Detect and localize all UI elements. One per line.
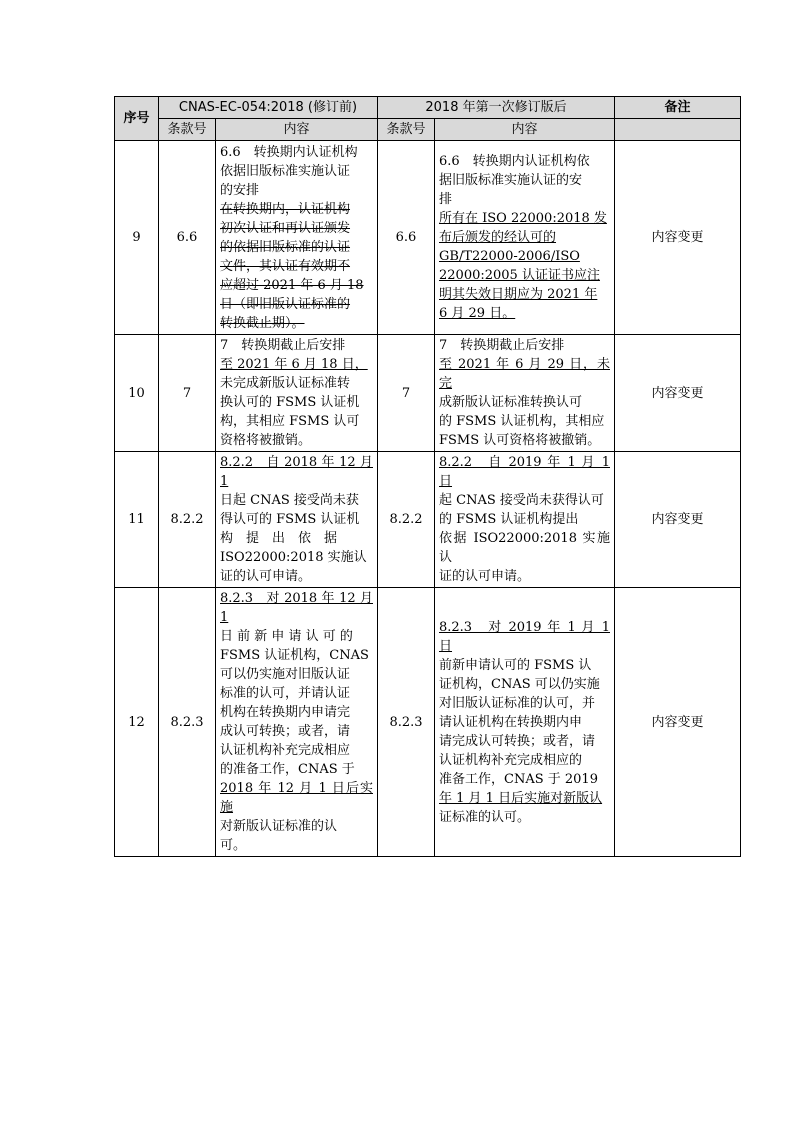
new-content bbox=[435, 141, 615, 335]
old-content bbox=[216, 335, 378, 452]
revision-comparison-table bbox=[114, 96, 741, 857]
table-row bbox=[115, 141, 741, 335]
header-seq: 序号 bbox=[115, 97, 159, 141]
content-line: 可以仍实施对旧版认证 bbox=[220, 667, 351, 682]
content-line: 证机构，CNAS 可以仍实施 bbox=[439, 676, 600, 692]
content-line: 日起 CNAS 接受尚未获 bbox=[220, 493, 359, 508]
header-remark-sub bbox=[615, 119, 741, 141]
content-line: 6.6 转换期内认证机构依 bbox=[439, 154, 590, 169]
content-line: 日（即旧版认证标准的 bbox=[220, 296, 351, 312]
content-line: 22000:2005 认证证书应注 bbox=[439, 268, 600, 283]
header-old-clause-no: 条款号 bbox=[159, 119, 216, 141]
content-line: 在转换期内，认证机构 bbox=[220, 201, 351, 217]
content-line: 的准备工作，CNAS 于 bbox=[220, 762, 355, 777]
table-row bbox=[115, 588, 741, 857]
content-line: ISO22000:2018 实施认 bbox=[220, 550, 367, 565]
content-line: FSMS 认可资格将被撤销。 bbox=[439, 433, 601, 448]
row-seq: 9 bbox=[115, 141, 159, 335]
content-line: 准备工作，CNAS 于 2019 bbox=[439, 771, 598, 787]
content-line: 证标准的认可。 bbox=[439, 809, 531, 825]
content-line: 资格将被撤销。 bbox=[220, 433, 312, 448]
content-line: 请认证机构在转换期内申 bbox=[439, 714, 583, 730]
remark: 内容变更 bbox=[615, 335, 741, 452]
content-line: 依据 ISO22000:2018 实施认 bbox=[439, 531, 610, 565]
content-line: 认证机构补充完成相应的 bbox=[439, 752, 583, 768]
content-line: 对新版认证标准的认 bbox=[220, 819, 338, 834]
row-seq: 12 bbox=[115, 588, 159, 857]
old-clause-no: 7 bbox=[159, 335, 216, 452]
header-old-version: CNAS-EC-054:2018 (修订前) bbox=[159, 97, 378, 119]
content-line: 得认可的 FSMS 认证机 bbox=[220, 512, 360, 527]
content-line: 应超过 2021 年 6 月 18 bbox=[220, 277, 364, 293]
content-line: 证的认可申请。 bbox=[220, 569, 312, 584]
content-line: 认证机构补充完成相应 bbox=[220, 743, 351, 758]
content-line: 的安排 bbox=[220, 182, 260, 198]
content-line: 所有在 ISO 22000:2018 发 bbox=[439, 211, 607, 226]
content-line: 机构在转换期内申请完 bbox=[220, 705, 351, 720]
header-new-clause-no: 条款号 bbox=[378, 119, 435, 141]
content-line: 文件，其认证有效期不 bbox=[220, 258, 351, 274]
content-line: 2018 年 12 月 1 日后实施 bbox=[220, 781, 373, 815]
content-line: 换认可的 FSMS 认证机 bbox=[220, 395, 360, 410]
old-content bbox=[216, 141, 378, 335]
new-content bbox=[435, 588, 615, 857]
content-line: 的 FSMS 认证机构，其相应 bbox=[439, 414, 605, 429]
old-content bbox=[216, 588, 378, 857]
content-line: 成认可转换；或者，请 bbox=[220, 724, 351, 739]
remark: 内容变更 bbox=[615, 452, 741, 588]
content-line: 8.2.2 自 2019 年 1 月 1 日 bbox=[439, 455, 610, 489]
content-line: 8.2.2 自 2018 年 12 月 1 bbox=[220, 455, 373, 489]
content-line: 6 月 29 日。 bbox=[439, 306, 516, 321]
content-line: 6.6 转换期内认证机构 bbox=[220, 144, 358, 160]
new-content bbox=[435, 335, 615, 452]
content-line: FSMS 认证机构，CNAS bbox=[220, 648, 369, 663]
content-line: 排 bbox=[439, 192, 453, 207]
row-seq: 11 bbox=[115, 452, 159, 588]
old-content bbox=[216, 452, 378, 588]
new-clause-no: 8.2.3 bbox=[378, 588, 435, 857]
row-seq: 10 bbox=[115, 335, 159, 452]
old-clause-no: 8.2.2 bbox=[159, 452, 216, 588]
content-line: 8.2.3 对 2019 年 1 月 1 日 bbox=[439, 619, 610, 654]
content-line: 的 FSMS 认证机构提出 bbox=[439, 512, 579, 527]
new-clause-no: 8.2.2 bbox=[378, 452, 435, 588]
content-line: 转换截止期）。 bbox=[220, 315, 305, 331]
table-row bbox=[115, 452, 741, 588]
header-old-content: 内容 bbox=[216, 119, 378, 141]
content-line: 7 转换期截止后安排 bbox=[439, 338, 565, 353]
table-row bbox=[115, 335, 741, 452]
remark: 内容变更 bbox=[615, 141, 741, 335]
content-line: 对旧版认证标准的认可，并 bbox=[439, 695, 596, 711]
content-line: 请完成认可转换；或者，请 bbox=[439, 733, 596, 749]
content-line: 构，其相应 FSMS 认可 bbox=[220, 414, 360, 429]
content-line: 证的认可申请。 bbox=[439, 569, 531, 584]
header-remark: 备注 bbox=[615, 97, 741, 119]
old-clause-no: 8.2.3 bbox=[159, 588, 216, 857]
content-line: 明其失效日期应为 2021 年 bbox=[439, 287, 598, 302]
content-line: 据旧版标准实施认证的安 bbox=[439, 173, 583, 188]
content-line: 至 2021 年 6 月 29 日，未完 bbox=[439, 357, 610, 391]
content-line: GB/T22000-2006/ISO bbox=[439, 249, 580, 264]
content-line: 7 转换期截止后安排 bbox=[220, 338, 346, 353]
header-new-version: 2018 年第一次修订版后 bbox=[378, 97, 615, 119]
content-line: 构 提 出 依 据 bbox=[220, 531, 338, 546]
new-content bbox=[435, 452, 615, 588]
content-line: 前新申请认可的 FSMS 认 bbox=[439, 657, 592, 673]
content-line: 依据旧版标准实施认证 bbox=[220, 163, 351, 179]
content-line: 日 前 新 申 请 认 可 的 bbox=[220, 629, 353, 644]
header-new-content: 内容 bbox=[435, 119, 615, 141]
content-line: 未完成新版认证标准转 bbox=[220, 376, 351, 391]
content-line: 布后颁发的经认可的 bbox=[439, 230, 557, 245]
content-line: 起 CNAS 接受尚未获得认可 bbox=[439, 493, 604, 508]
content-line: 可。 bbox=[220, 838, 247, 853]
old-clause-no: 6.6 bbox=[159, 141, 216, 335]
content-line: 年 1 月 1 日后实施对新版认 bbox=[439, 790, 603, 806]
content-line: 标准的认可，并请认证 bbox=[220, 686, 351, 701]
new-clause-no: 7 bbox=[378, 335, 435, 452]
content-line: 的依据旧版标准的认证 bbox=[220, 239, 351, 255]
content-line: 至 2021 年 6 月 18 日， bbox=[220, 357, 368, 372]
content-line: 成新版认证标准转换认可 bbox=[439, 395, 583, 410]
remark: 内容变更 bbox=[615, 588, 741, 857]
content-line: 8.2.3 对 2018 年 12 月 1 bbox=[220, 591, 373, 625]
new-clause-no: 6.6 bbox=[378, 141, 435, 335]
content-line: 初次认证和再认证颁发 bbox=[220, 220, 351, 236]
